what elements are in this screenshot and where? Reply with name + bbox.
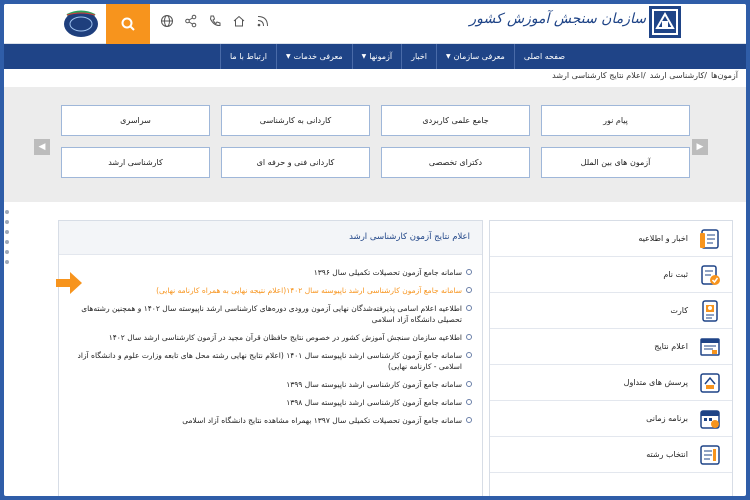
results-panel	[58, 220, 483, 496]
list-item[interactable]: سامانه جامع آزمون تحصیلات تکمیلی سال ۱۳۹۷ بهمراه مشاهده نتایج دانشگاه آزاد اسلامی	[69, 415, 472, 426]
site-logo[interactable]	[649, 6, 681, 38]
arrow-pointer-icon	[54, 270, 84, 296]
category-international[interactable]: آزمون های بین الملل	[541, 147, 690, 178]
bullet-icon	[466, 334, 472, 340]
government-emblem	[61, 6, 101, 40]
category-technical-vocational[interactable]: کاردانی فنی و حرفه ای	[221, 147, 370, 178]
logo-icon	[651, 8, 679, 36]
globe-icon[interactable]	[160, 14, 174, 28]
nav-services[interactable]: معرفی خدمات ▼	[276, 44, 352, 69]
sidebar-item-results[interactable]: اعلام نتایج	[490, 329, 732, 365]
logo-text: سازمان سنجش آموزش کشور	[469, 11, 646, 27]
top-icon-bar	[160, 14, 270, 28]
quick-links-sidebar	[489, 220, 733, 496]
bullet-icon	[466, 399, 472, 405]
category-phd[interactable]: دکترای تخصصی	[381, 147, 530, 178]
breadcrumb-masters[interactable]: /کارشناسی ارشد	[649, 71, 707, 80]
carousel-next-arrow[interactable]: ▶	[692, 139, 708, 155]
nav-contact[interactable]: ارتباط با ما	[220, 44, 276, 69]
bullet-icon	[466, 417, 472, 423]
news-icon	[698, 227, 722, 251]
bullet-icon	[466, 352, 472, 358]
bullet-icon	[466, 269, 472, 275]
main-nav	[4, 44, 746, 69]
rss-icon[interactable]	[256, 14, 270, 28]
sidebar-item-selection[interactable]: انتخاب رشته	[490, 437, 732, 473]
breadcrumb-current: /اعلام نتایج کارشناسی ارشد	[552, 71, 646, 80]
carousel-prev-arrow[interactable]: ◀	[34, 139, 50, 155]
nav-exams[interactable]: آزمونها ▼	[352, 44, 401, 69]
results-icon	[698, 335, 722, 359]
browser-frame	[4, 4, 746, 496]
sidebar-item-registration[interactable]: ثبت نام	[490, 257, 732, 293]
category-associate-to-bachelor[interactable]: کاردانی به کارشناسی	[221, 105, 370, 136]
nav-about[interactable]: معرفی سازمان ▼	[436, 44, 514, 69]
faq-icon	[698, 371, 722, 395]
caret-down-icon: ▼	[286, 53, 291, 60]
search-button[interactable]	[106, 4, 150, 44]
breadcrumb	[552, 71, 738, 80]
nav-home[interactable]: صفحه اصلی	[514, 44, 574, 69]
sidebar-item-faq[interactable]: پرسش های متداول	[490, 365, 732, 401]
category-payam-noor[interactable]: پیام نور	[541, 105, 690, 136]
selection-icon	[698, 443, 722, 467]
list-item[interactable]: اطلاعیه سازمان سنجش آموزش کشور در خصوص نتایج حافظان قرآن مجید در آزمون کارشناسی ارشد سال ۱۴۰۲	[69, 332, 472, 343]
caret-down-icon: ▼	[361, 53, 367, 60]
sidebar-item-news[interactable]: اخبار و اطلاعیه	[490, 221, 732, 257]
bullet-icon	[466, 287, 472, 293]
list-item[interactable]: اطلاعیه اعلام اسامی پذیرفته‌شدگان نهایی آزمون ورودی دوره‌های کارشناسی ارشد ناپیوسته سال ۱۴۰۲ و همچنین رشته‌های تحصیلی دانشگاه آزاد اسلامی	[69, 303, 472, 325]
share-icon[interactable]	[184, 14, 198, 28]
list-item[interactable]: سامانه جامع آزمون تحصیلات تکمیلی سال ۱۳۹۶	[69, 267, 472, 278]
nav-news[interactable]: اخبار	[401, 44, 436, 69]
emblem-icon	[61, 6, 101, 40]
search-icon	[120, 16, 136, 32]
exam-category-band	[4, 87, 746, 202]
list-item[interactable]: سامانه جامع آزمون کارشناسی ارشد ناپیوسته سال ۱۴۰۲(اعلام نتیجه نهایی به همراه کارنامه نهایی)	[69, 285, 472, 296]
category-applied-science[interactable]: جامع علمی کاربردی	[381, 105, 530, 136]
home-icon[interactable]	[232, 14, 246, 28]
list-item[interactable]: سامانه جامع آزمون کارشناسی ارشد ناپیوسته سال ۱۳۹۹	[69, 379, 472, 390]
breadcrumb-exams[interactable]: آزمون‌ها	[710, 71, 738, 80]
phone-icon[interactable]	[208, 14, 222, 28]
bullet-icon	[466, 381, 472, 387]
category-sarasari[interactable]: سراسری	[61, 105, 210, 136]
sidebar-item-schedule[interactable]: برنامه زمانی	[490, 401, 732, 437]
sidebar-item-card[interactable]: کارت	[490, 293, 732, 329]
category-masters[interactable]: کارشناسی ارشد	[61, 147, 210, 178]
registration-icon	[698, 263, 722, 287]
bullet-icon	[466, 305, 472, 311]
panel-title: اعلام نتایج آزمون کارشناسی ارشد	[59, 221, 482, 255]
list-item[interactable]: سامانه جامع آزمون کارشناسی ارشد ناپیوسته سال ۱۳۹۸	[69, 397, 472, 408]
calendar-icon	[698, 407, 722, 431]
site-header	[4, 4, 746, 44]
caret-down-icon: ▼	[446, 53, 451, 60]
list-item[interactable]: سامانه جامع آزمون کارشناسی ارشد ناپیوسته سال ۱۴۰۱ (اعلام نتایج نهایی رشته محل های تابعه وزارت علوم و دانشگاه آزاد اسلامی - کارنامه نهایی)	[69, 350, 472, 372]
side-share-strip	[4, 204, 10, 314]
card-icon	[698, 299, 722, 323]
